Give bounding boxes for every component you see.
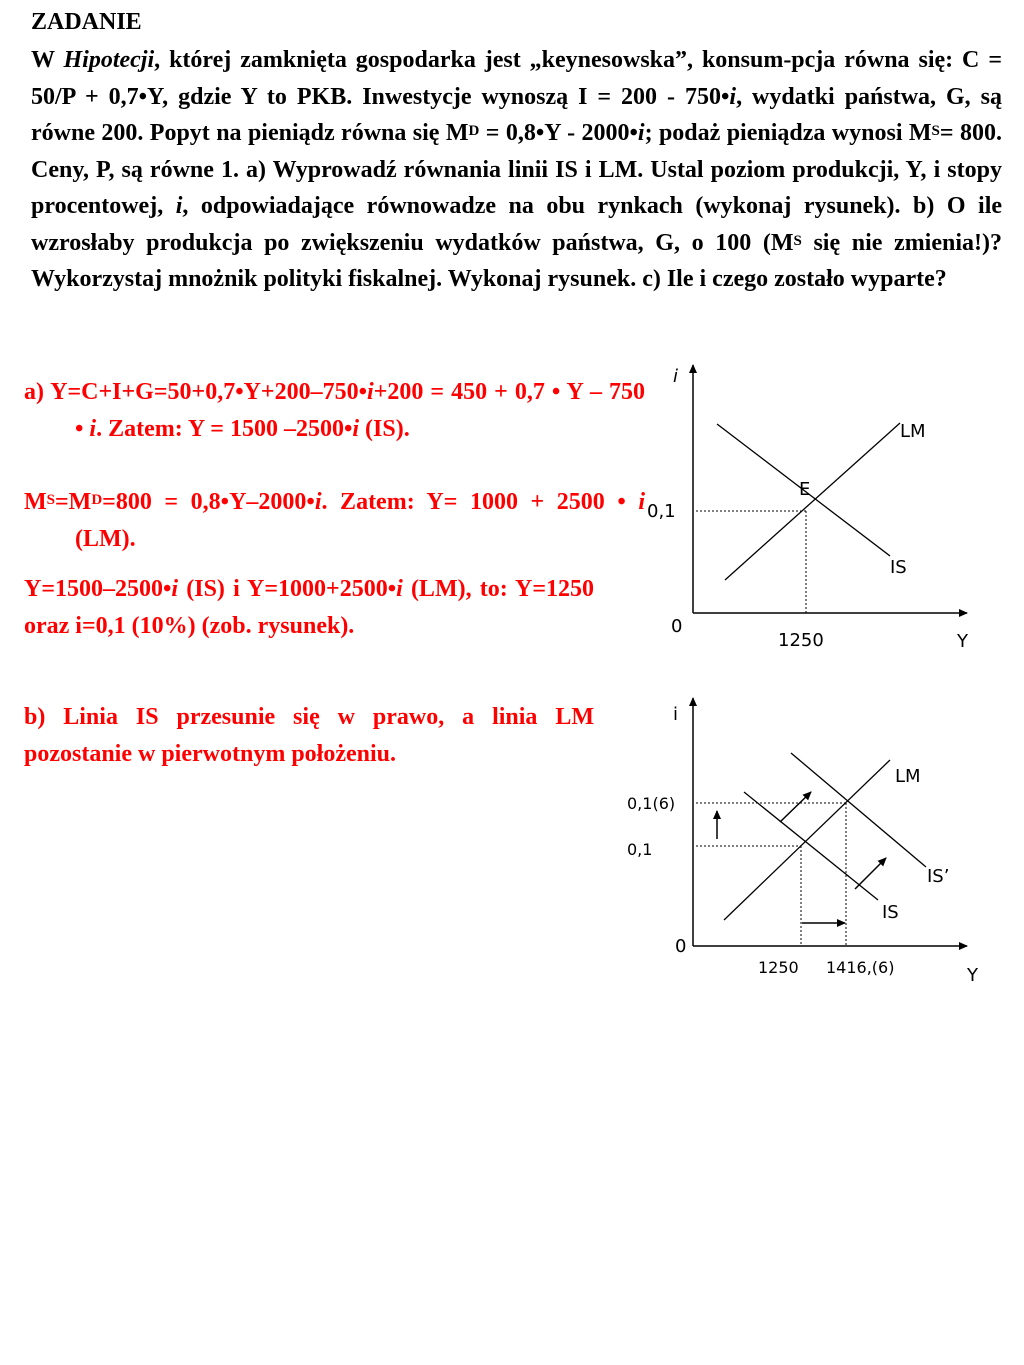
- i-tick-old-label: 0,1: [627, 840, 653, 859]
- solution-b: b) Linia IS przesunie się w prawo, a linia LM pozostanie w pierwotnym położeniu.: [24, 704, 594, 767]
- i-tick-label: 0,1: [647, 501, 676, 522]
- is-shifted-label: IS’: [927, 866, 950, 887]
- solution-a-is: a) Y=C+I+G=50+0,7•Y+200–750•i+200 = 450 + 0,7 • Y – 750 • i. Zatem: Y = 1500 –2500•i (IS).: [24, 379, 646, 442]
- lm-curve: [724, 760, 890, 920]
- arrow-is-shift-upper: [780, 792, 811, 822]
- islm-graph-2: [620, 695, 980, 995]
- i-axis-label: i: [673, 704, 679, 725]
- lm-curve: [725, 423, 900, 580]
- task-text: W Hipotecji, której zamknięta gospodarka jest „keynesowska”, konsum-pcja równa się: C = 50/P + 0,7•Y, gdzie Y to PKB. Inwestycje wynoszą I = 200 - 750•i, wydatki państwa, G, są równe 200. Popyt na pieniądz równa się $M^D$ = 0,8•Y - 2000•i; podaż pieniądza wynosi $M^S= 800$. Ceny, P, są równe 1. a) Wyprowadź równania linii IS i LM. Ustal poziom produkcji, Y, i stopy procentowej, i, odpowiadające równowadze na obu rynkach (wykonaj rysunek). b) O ile wzrosłaby produkcja po zwiększeniu wydatków państwa, G, o 100 ($M^S$ się nie zmienia!)? Wykorzystaj mnożnik polityki fiskalnej. Wykonaj rysunek. c) Ile i czego zostało wyparte?: [31, 47, 1003, 292]
- lm-label: LM: [895, 766, 921, 787]
- is-label: IS: [890, 557, 907, 578]
- y-axis-label: Y: [957, 631, 968, 652]
- lm-label: LM: [900, 421, 926, 442]
- i-tick-new-label: 0,1(6): [627, 794, 676, 813]
- equilibrium-label: E: [799, 479, 811, 500]
- origin-label: 0: [675, 936, 687, 957]
- y-tick-label: 1250: [778, 630, 824, 651]
- y-tick-old-label: 1250: [758, 958, 799, 977]
- solution-a-result: Y=1500–2500•i (IS) i Y=1000+2500•i (LM), to: Y=1250 oraz i=0,1 (10%) (zob. rysunek).: [24, 576, 594, 639]
- is-label: IS: [882, 902, 899, 923]
- arrow-is-shift-lower: [855, 858, 886, 889]
- islm-graph-1: [620, 360, 980, 660]
- task-title: ZADANIE: [31, 9, 142, 35]
- y-tick-new-label: 1416,(6): [826, 958, 895, 977]
- y-axis-label: Y: [967, 965, 978, 986]
- i-axis-label: i: [673, 366, 679, 387]
- solution-a-lm: $M^S=M^D=800$ = 0,8•Y–2000•i. Zatem: Y= 1000 + 2500 • i (LM).: [24, 489, 645, 552]
- origin-label: 0: [671, 616, 683, 637]
